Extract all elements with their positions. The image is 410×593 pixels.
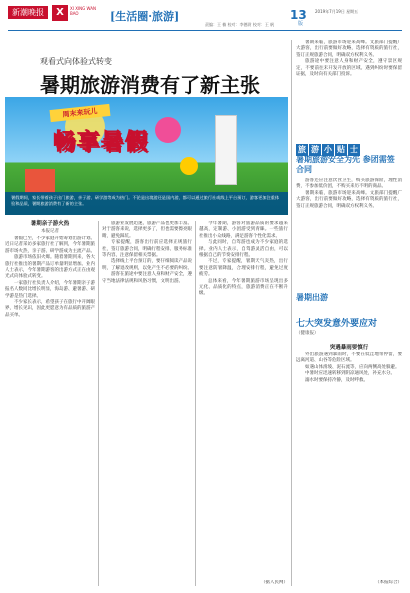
hero-banner: 周末来玩儿 [50, 104, 111, 122]
issue-date: 2019年7月19日 星期五 [315, 9, 359, 14]
paragraph: 选择线上平台预订的，要仔细阅读产品说明，了解退改规则，以免产生不必要的纠纷。 [102, 259, 192, 271]
paragraph: 旅游途中要注意人身和财产安全，遵守景区规定，不要前往未开发开放的区域。遇到纠纷时要保留证据，及时向有关部门投诉。 [296, 59, 402, 78]
sidebar-byline: （健康报） [296, 331, 319, 336]
section-subhead: 暑期亲子游火热 [30, 221, 70, 227]
tips-char: 士 [350, 145, 358, 154]
page-number: 13 [290, 8, 307, 22]
sidebar-section-title: 暑期出游 [296, 292, 328, 302]
tips-char: 旅 [298, 145, 306, 154]
hero-title: 畅享暑假 [53, 130, 150, 155]
paragraph: 旅游市场依旧火爆。随着暑期到来，各大旅行社推出的暑期产品订单量明显增加。业内人士表示，今年暑期游客的出游方式正在由观光式向体验式转变。 [5, 255, 95, 280]
paragraph: 游客还应注意饮食卫生，购买旅游保险，理性消费，不参加低价团，不购买来历不明的商品。 [296, 178, 402, 190]
tips-char: 小 [324, 145, 332, 154]
article-kicker: 观看式向体验式转变 [40, 57, 112, 66]
paragraph: 如遇山体滑坡、泥石流等，应向两侧高处躲避。 [305, 364, 400, 370]
masthead [0, 0, 410, 30]
paragraph: 中暑时应迅速转移到阴凉通风处，补充水分。 [305, 371, 395, 377]
sidebar-tips-text [296, 178, 402, 288]
sidebar-headline-2: 七大突发意外要应对 [296, 319, 378, 329]
newspaper-logo-pinyin: XI XING WAN BAO [70, 6, 96, 16]
masthead-rule [8, 30, 402, 31]
column-divider [195, 221, 196, 586]
newspaper-logo: 新潮晚报 [8, 6, 48, 19]
paragraph: 一家旅行社负责人介绍，今年暑期亲子游报名人数同比增长明显，海岛游、避暑游、研学游是热门选择。 [5, 280, 95, 299]
sidebar-divider [291, 40, 292, 586]
house-shape [25, 169, 55, 193]
paragraph: 暑假已至，不少家庭开始筹划出游计划。近日记者采访多家旅行社了解到，今年暑期旅游市场火热，亲子游、研学游成为主流产品。 [5, 236, 95, 254]
balloon-shape [155, 117, 181, 143]
balloon-shape [180, 157, 198, 175]
tips-box-title [296, 137, 400, 154]
page-label: 版 [298, 21, 304, 27]
hero-illustration [5, 97, 288, 215]
article-column-3 [199, 221, 288, 579]
paragraph: 游客在旅途中要注意人身和财产安全，遵守当地法律法规和风俗习惯，文明出游。 [102, 272, 192, 284]
sidebar-bottom-text [296, 352, 402, 580]
paragraph: 与此同时，自驾游也成为不少家庭的选择。业内人士表示，自驾游灵活自由，可以根据自己的节奏安排行程。 [199, 240, 288, 259]
column-divider [98, 221, 99, 586]
article-headline: 暑期旅游消费有了新主张 [40, 73, 260, 97]
paragraph: 总体来看，今年暑期旅游市场呈现出多元化、品质化的特点，旅游消费正在不断升级。 [199, 278, 288, 297]
sidebar-top-text [296, 40, 402, 134]
sidebar-headline: 暑期旅游安全为先 参团需签合同 [296, 154, 395, 174]
paragraph: 外出旅游遇到暴雨时，不要在低洼地带停留，要远离河道、山谷等危险区域。 [296, 352, 402, 364]
paragraph: 专家提醒，游客出行前应选择正规旅行社，签订旅游合同，明确行程安排、服务标准等内容，注意保留相关票据。 [102, 240, 192, 259]
byline: 本报记者 [41, 229, 59, 234]
section-title: [生活圈·旅游] [110, 10, 180, 23]
article-source: （据人民网） [261, 580, 288, 585]
paragraph: 暑期来临，旅游市场迎来高峰。文旅部门提醒广大游客，出行前要做好攻略，选择有资质的旅行社，签订正规旅游合同，明确双方权利义务。 [296, 40, 402, 58]
tips-char: 游 [311, 145, 319, 154]
article-column-2 [102, 221, 192, 586]
editor-credits: 责编：王 楠 校对：李德尉 校对：王 帆 [205, 22, 275, 27]
sidebar-source: （本报综合） [375, 580, 402, 585]
paragraph: 旅游业发展迅速，旅游产品也更加丰富。对于游客来说，选择更多了，但也需要擦亮眼睛，避免踩坑。 [102, 221, 192, 239]
article-column-1 [5, 236, 95, 586]
tips-char: 贴 [337, 145, 345, 154]
newspaper-logo-mark: X [52, 5, 68, 21]
sidebar-subhead: 突遇暴雨要慎行 [329, 345, 369, 351]
paragraph: 暑期来临，旅游市场迎来高峰。文旅部门提醒广大游客，出行前要做好攻略，选择有资质的旅行社，签订正规旅游合同，明确双方权利义务。 [296, 190, 402, 209]
paragraph: 溺水时要保持冷静，及时呼救。 [305, 377, 368, 383]
paragraph: 不少家长表示，希望孩子在旅行中开阔眼界，增长见识，因此更愿意为有品质的旅游产品买单。 [5, 300, 95, 318]
lighthouse-shape [215, 115, 237, 185]
hero-caption: 暑假期间，家长带着孩子出门旅游，亲子游、研学游等成为热门。不论是出境游还是国内游，都可以通过旅行社或线上平台预订，游客更加注重体验和品质，暑期旅游消费有了新的主张。 [5, 192, 288, 215]
paragraph: 不过，专家提醒，暑期天气炎热，出行要注意防暑降温，合理安排行程，避免过度疲劳。 [199, 259, 288, 278]
paragraph: 今年暑期，游客对旅游品质的要求越来越高，定制游、小团游受到青睐。一些旅行社推出小众线路，满足游客个性化需求。 [199, 221, 288, 239]
